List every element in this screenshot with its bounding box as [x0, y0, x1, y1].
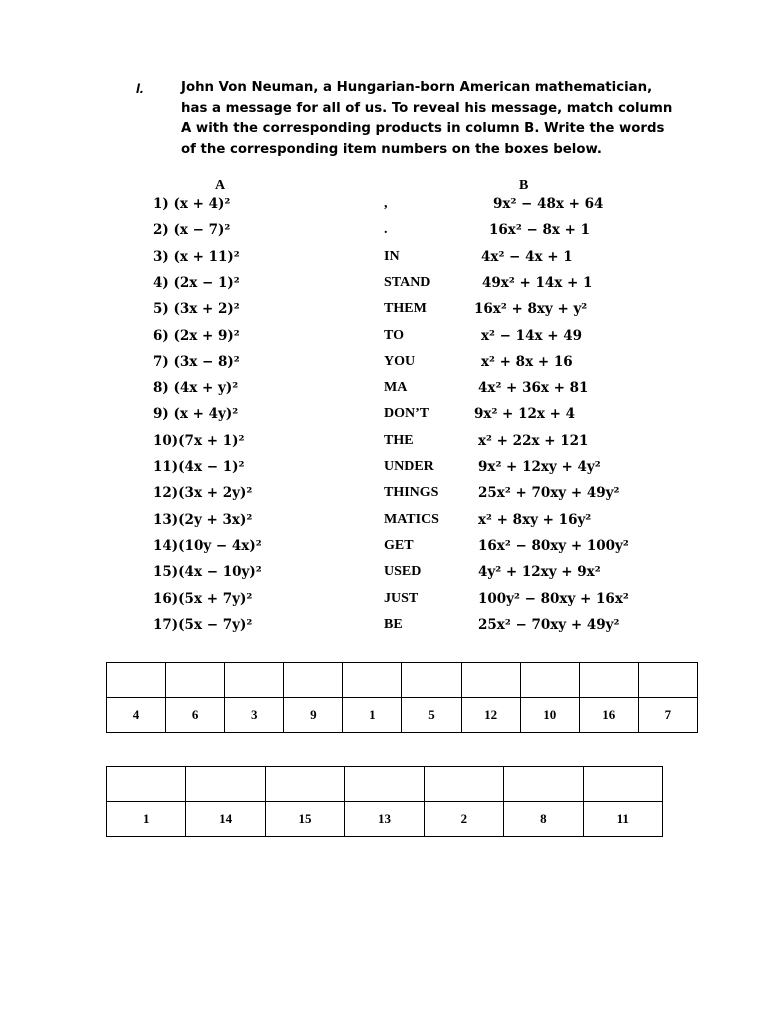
column-a-expression: 8) (4x + y)²	[153, 380, 239, 397]
column-b-product: x² − 14x + 49	[481, 327, 583, 344]
match-row	[0, 591, 768, 617]
answer-number-cell: 14	[186, 802, 265, 837]
column-a-expression: 6) (2x + 9)²	[153, 327, 240, 344]
column-a-expression: 12)(3x + 2y)²	[153, 485, 253, 502]
answer-number-cell: 9	[284, 698, 343, 733]
answer-word-cell[interactable]	[579, 663, 638, 698]
answer-number-cell: 4	[107, 698, 166, 733]
match-row	[0, 617, 768, 643]
column-b-product: 16x² + 8xy + y²	[474, 301, 588, 318]
answer-number-cell: 5	[402, 698, 461, 733]
column-a-header: A	[215, 178, 226, 193]
answer-word-cell[interactable]	[186, 767, 265, 802]
answer-word-cell[interactable]	[424, 767, 503, 802]
item-number: I.	[136, 80, 144, 96]
column-b-product: 16x² − 80xy + 100y²	[478, 537, 629, 554]
message-word: MA	[384, 380, 408, 396]
column-a-expression: 4) (2x − 1)²	[153, 274, 240, 291]
column-b-product: 25x² − 70xy + 49y²	[478, 616, 620, 633]
column-b-product: 4x² + 36x + 81	[478, 380, 589, 397]
answer-number-cell: 2	[424, 802, 503, 837]
answer-word-cell[interactable]	[583, 767, 662, 802]
match-row	[0, 459, 768, 485]
column-b-product: x² + 8x + 16	[481, 353, 573, 370]
match-row	[0, 249, 768, 275]
column-b-product: 4y² + 12xy + 9x²	[478, 564, 601, 581]
answer-number-cell: 3	[225, 698, 284, 733]
message-word: .	[384, 222, 388, 238]
answer-number-cell: 1	[343, 698, 402, 733]
message-word: DON’T	[384, 406, 430, 422]
match-row	[0, 196, 768, 222]
answer-number-cell: 7	[638, 698, 697, 733]
match-row	[0, 301, 768, 327]
message-word: TO	[384, 327, 404, 343]
column-b-product: 16x² − 8x + 1	[489, 222, 591, 239]
column-b-product: 49x² + 14x + 1	[482, 274, 593, 291]
answer-word-cell[interactable]	[520, 663, 579, 698]
message-word: MATICS	[384, 511, 439, 527]
answer-word-cell[interactable]	[284, 663, 343, 698]
answer-word-cell[interactable]	[107, 767, 186, 802]
column-a-expression: 2) (x − 7)²	[153, 222, 231, 239]
instruction-line: John Von Neuman, a Hungarian-born American mathematician,	[181, 80, 653, 95]
answer-word-cell[interactable]	[461, 663, 520, 698]
message-word: ,	[384, 196, 388, 211]
column-a-expression: 14)(10y − 4x)²	[153, 537, 262, 554]
column-a-expression: 7) (3x − 8)²	[153, 353, 240, 370]
column-b-product: 100y² − 80xy + 16x²	[478, 590, 629, 607]
message-word: THEM	[384, 301, 427, 317]
match-row	[0, 564, 768, 590]
answer-number-cell: 13	[345, 802, 424, 837]
answer-number-cell: 15	[265, 802, 344, 837]
column-a-expression: 9) (x + 4y)²	[153, 406, 239, 423]
match-row	[0, 538, 768, 564]
answer-number-cell: 8	[504, 802, 583, 837]
answer-number-cell: 11	[583, 802, 662, 837]
column-b-product: 9x² + 12xy + 4y²	[478, 459, 601, 475]
column-a-expression: 5) (3x + 2)²	[153, 301, 240, 318]
message-word: THE	[384, 432, 414, 448]
match-row	[0, 275, 768, 301]
column-b-product: 25x² + 70xy + 49y²	[478, 485, 620, 502]
message-word: IN	[384, 248, 400, 264]
answer-word-cell[interactable]	[107, 663, 166, 698]
column-a-expression: 3) (x + 11)²	[153, 248, 240, 265]
match-row	[0, 380, 768, 406]
message-word: UNDER	[384, 459, 434, 474]
message-word: BE	[384, 616, 403, 632]
answer-box-1	[106, 662, 698, 733]
answer-word-cell[interactable]	[345, 767, 424, 802]
column-b-product: x² + 22x + 121	[478, 432, 589, 449]
message-word: USED	[384, 564, 422, 580]
match-row	[0, 354, 768, 380]
message-word: YOU	[384, 353, 416, 369]
answer-number-cell: 10	[520, 698, 579, 733]
answer-number-cell: 1	[107, 802, 186, 837]
match-row	[0, 222, 768, 248]
column-b-product: x² + 8xy + 16y²	[478, 511, 592, 528]
instruction-line: of the corresponding item numbers on the boxes below.	[181, 141, 602, 157]
column-a-expression: 1) (x + 4)²	[153, 196, 231, 212]
answer-box-2	[106, 766, 663, 837]
answer-number-cell: 12	[461, 698, 520, 733]
answer-word-cell[interactable]	[166, 663, 225, 698]
answer-word-cell[interactable]	[343, 663, 402, 698]
instruction-line: has a message for all of us. To reveal his message, match column	[181, 100, 673, 116]
column-b-product: 9x² + 12x + 4	[474, 406, 576, 423]
column-b-product: 9x² − 48x + 64	[493, 196, 604, 212]
column-b-product: 4x² − 4x + 1	[481, 248, 573, 265]
column-a-expression: 16)(5x + 7y)²	[153, 590, 253, 607]
match-row	[0, 485, 768, 511]
match-row	[0, 328, 768, 354]
column-a-expression: 15)(4x − 10y)²	[153, 564, 262, 581]
column-a-expression: 10)(7x + 1)²	[153, 432, 245, 449]
match-row	[0, 433, 768, 459]
message-word: THINGS	[384, 485, 439, 501]
column-a-expression: 17)(5x − 7y)²	[153, 616, 253, 633]
message-word: STAND	[384, 274, 431, 290]
column-a-expression: 13)(2y + 3x)²	[153, 511, 253, 528]
answer-number-cell: 6	[166, 698, 225, 733]
answer-word-cell[interactable]	[225, 663, 284, 698]
answer-number-cell: 16	[579, 698, 638, 733]
instructions	[181, 78, 671, 160]
answer-word-cell[interactable]	[402, 663, 461, 698]
message-word: GET	[384, 537, 414, 553]
column-a-expression: 11)(4x − 1)²	[153, 459, 245, 475]
answer-word-cell[interactable]	[265, 767, 344, 802]
answer-word-cell[interactable]	[638, 663, 697, 698]
column-b-header: B	[519, 178, 529, 193]
message-word: JUST	[384, 590, 419, 606]
instruction-line: A with the corresponding products in column B. Write the words	[181, 121, 665, 136]
match-row	[0, 406, 768, 432]
match-row	[0, 512, 768, 538]
answer-word-cell[interactable]	[504, 767, 583, 802]
